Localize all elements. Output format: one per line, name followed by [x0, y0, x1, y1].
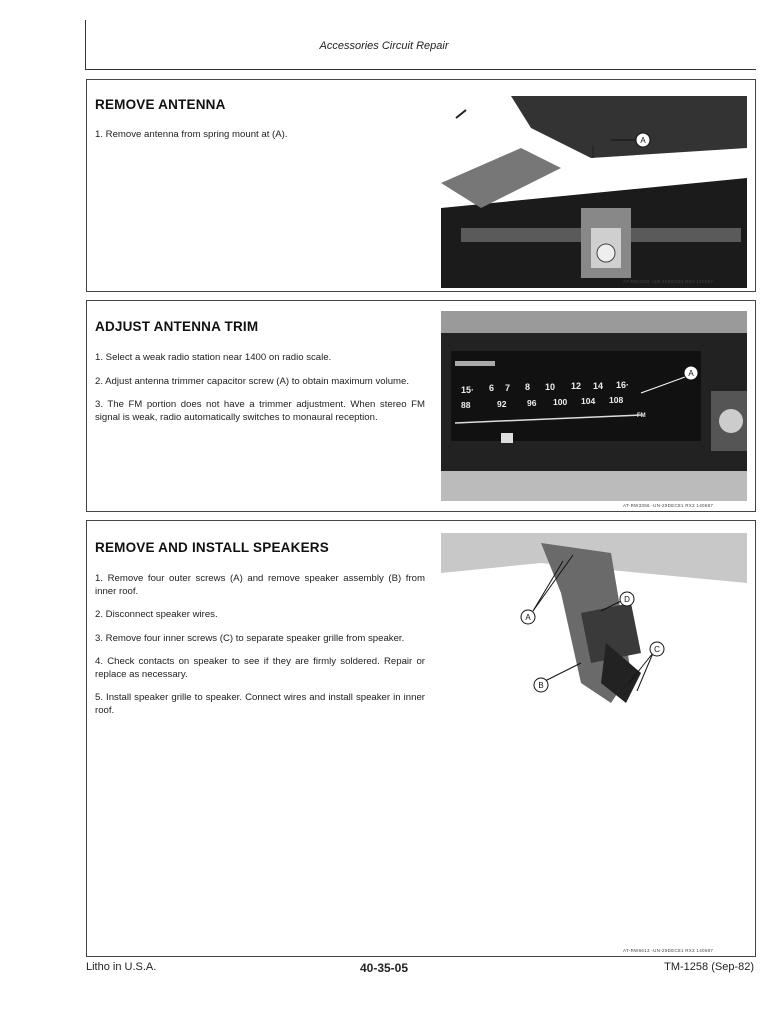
step-list	[95, 129, 425, 153]
section-remove-install-speakers	[86, 520, 756, 957]
dial-fm-label: FM	[637, 413, 646, 419]
dial-fm-mark: 104	[581, 396, 596, 406]
page-number: 40-35-05	[359, 961, 409, 975]
photo-caption: AT-RW6613 -UN-29DEC81 RX3 140687	[623, 948, 714, 953]
step-text: 1. Select a weak radio station near 1400 on radio scale.	[95, 352, 332, 363]
callout-c-label: C	[654, 645, 660, 654]
step-text: 3. Remove four inner screws (C) to separate speaker grille from speaker.	[95, 632, 405, 644]
dial-am-mark: 8	[525, 382, 531, 392]
step-list	[95, 352, 425, 435]
dial-am-mark: 14	[593, 381, 604, 391]
step-list	[95, 573, 425, 728]
dial-am-mark: 7	[505, 383, 511, 393]
dial-am-mark: 12	[571, 381, 582, 391]
callout-d-label: D	[624, 595, 630, 604]
step-text: 2. Adjust antenna trimmer capacitor screw (A) to obtain maximum volume.	[95, 375, 410, 387]
photo-caption: AT-RW3352 -UN-29DEC81 RX3 140687	[623, 279, 714, 284]
section-adjust-antenna-trim	[86, 300, 756, 512]
callout-b-label: B	[538, 681, 544, 690]
step-text: 5. Install speaker grille to speaker. Connect wires and install speaker in inner roof.	[95, 692, 425, 716]
section-remove-antenna	[86, 79, 756, 292]
step-text: 1. Remove four outer screws (A) and remove speaker assembly (B) from inner roof.	[95, 573, 425, 597]
section-title: REMOVE AND INSTALL SPEAKERS	[95, 540, 329, 555]
dial-am-mark: 6	[489, 383, 495, 393]
dial-fm-mark: 108	[609, 395, 624, 405]
header-margin-rule	[85, 20, 86, 70]
dial-fm-mark: 92	[497, 399, 507, 409]
dial-am-mark: 16·	[616, 380, 630, 390]
step-text: 2. Disconnect speaker wires.	[95, 609, 218, 620]
speaker-assembly-photo	[441, 533, 747, 733]
step-text: 1. Remove antenna from spring mount at (A).	[95, 129, 288, 140]
step-text: 3. The FM portion does not have a trimmer adjustment. When stereo FM signal is weak, radio automatically switches to monaural reception.	[95, 399, 425, 423]
section-title: REMOVE ANTENNA	[95, 97, 226, 112]
antenna-mount-photo	[441, 88, 747, 288]
header-rule	[85, 69, 756, 70]
callout-a-label: A	[688, 369, 694, 378]
footer-litho: Litho in U.S.A.	[86, 961, 157, 973]
footer-manual-id: TM-1258 (Sep-82)	[664, 961, 754, 973]
dial-am-mark: 15·	[461, 385, 475, 395]
dial-am-mark: 10	[545, 382, 556, 392]
photo-caption: AT-RW3356 -UN-29DEC81 RX3 140687	[623, 503, 714, 508]
callout-a-label: A	[640, 136, 646, 145]
dial-fm-mark: 100	[553, 397, 568, 407]
section-title: ADJUST ANTENNA TRIM	[95, 319, 259, 334]
step-text: 4. Check contacts on speaker to see if they are firmly soldered. Repair or replace as necessary.	[95, 656, 425, 680]
callout-a-label: A	[525, 613, 531, 622]
page-header-title: Accessories Circuit Repair	[319, 40, 449, 52]
dial-fm-mark: 96	[527, 398, 537, 408]
radio-dial-photo	[441, 311, 747, 501]
dial-fm-mark: 88	[461, 400, 471, 410]
